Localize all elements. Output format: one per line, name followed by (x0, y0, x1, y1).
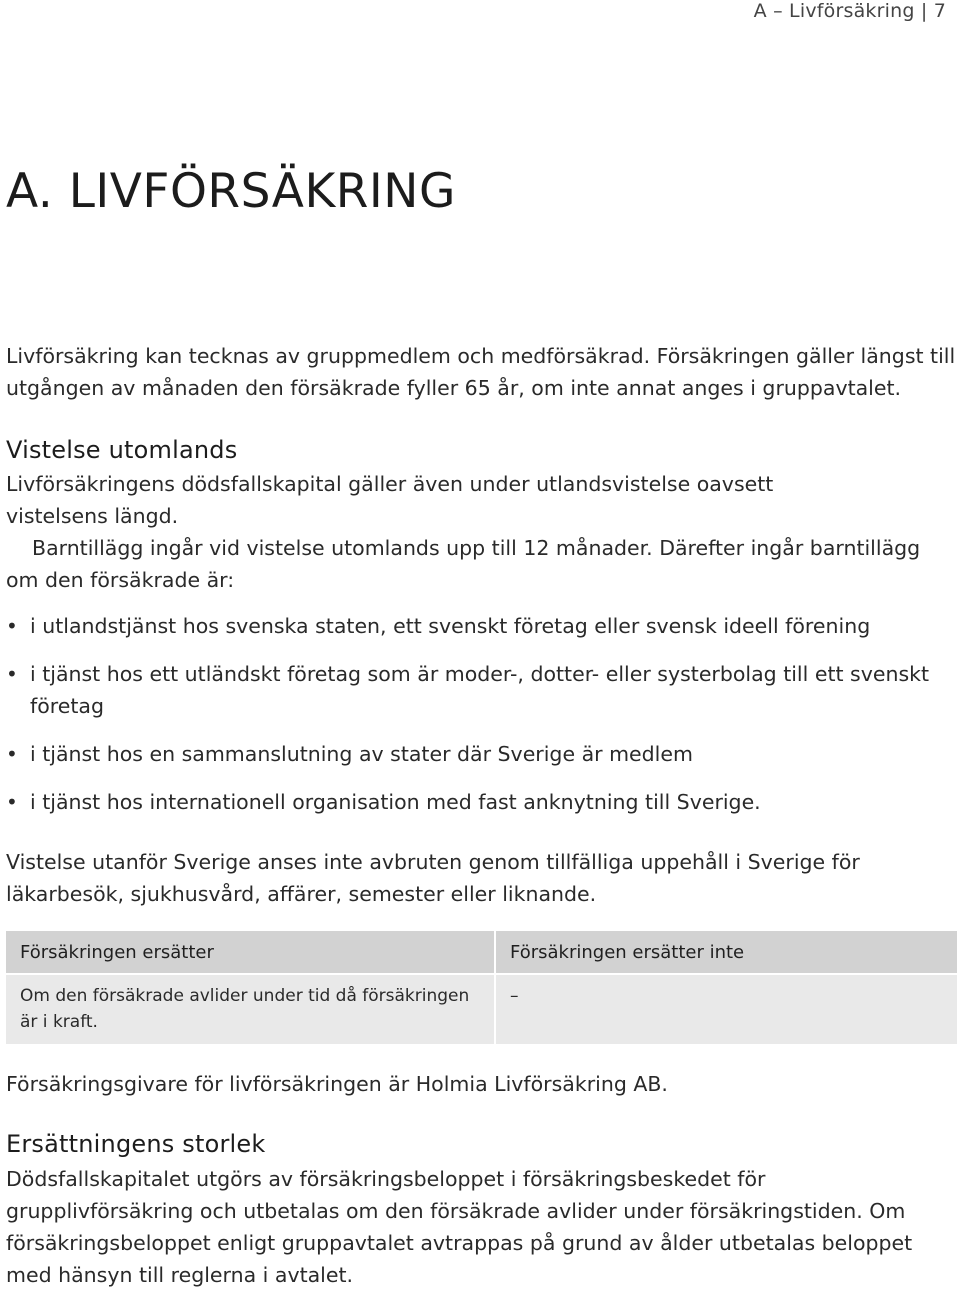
table-cell-covered: Om den försäkrade avlider under tid då försäkringen är i kraft. (6, 975, 494, 1044)
running-head: A – Livförsäkring | 7 (753, 0, 946, 22)
page-title: A. LIVFÖRSÄKRING (6, 164, 456, 219)
vistelse-paragraph-3: Vistelse utanför Sverige anses inte avbruten genom tillfälliga uppehåll i Sverige för läkarbesök, sjukhusvård, affärer, semester eller liknande. (6, 850, 860, 906)
bullet-icon: • (6, 662, 18, 686)
vistelse-paragraph-1: Livförsäkringens dödsfallskapital gäller även under utlandsvistelse oavsett vistelsens längd. (6, 472, 774, 528)
table-header-covered: Försäkringen ersätter (6, 931, 494, 973)
table-header-row (6, 931, 957, 973)
intro-paragraph: Livförsäkring kan tecknas av gruppmedlem och medförsäkrad. Försäkringen gäller längst till utgången av månaden den försäkrade fyller 65 år, om inte annat anges i gruppavtalet. (6, 344, 956, 400)
list-item (6, 610, 958, 642)
list-item-text: i tjänst hos en sammanslutning av stater där Sverige är medlem (30, 742, 693, 766)
insurer-paragraph: Försäkringsgivare för livförsäkringen är Holmia Livförsäkring AB. (6, 1072, 668, 1096)
section-heading-vistelse: Vistelse utomlands (6, 436, 238, 464)
list-item (6, 738, 958, 770)
table-header-not-covered: Försäkringen ersätter inte (496, 931, 957, 973)
list-item-text: i tjänst hos internationell organisation med fast anknytning till Sverige. (30, 790, 761, 814)
bullet-icon: • (6, 614, 18, 638)
bullet-icon: • (6, 790, 18, 814)
list-item (6, 658, 958, 722)
ersattning-paragraph: Dödsfallskapitalet utgörs av försäkringsbeloppet i försäkringsbeskedet för grupplivförsäkring och utbetalas om den försäkrade avlider under försäkringstiden. Om försäkringsbeloppet enligt gruppavtalet avtrappas på grund av ålder utbetalas beloppet med hänsyn till reglerna i avtalet. (6, 1167, 913, 1287)
table-cell-not-covered: – (496, 975, 957, 1044)
bullet-icon: • (6, 742, 18, 766)
section-heading-ersattning: Ersättningens storlek (6, 1130, 266, 1158)
coverage-table (4, 929, 959, 1046)
list-item (6, 786, 958, 818)
vistelse-paragraph-2: Barntillägg ingår vid vistelse utomlands upp till 12 månader. Därefter ingår barntillägg om den försäkrade är: (6, 536, 921, 592)
bullet-list (6, 610, 958, 834)
table-row (6, 975, 957, 1044)
list-item-text: i utlandstjänst hos svenska staten, ett svenskt företag eller svensk ideell förening (30, 614, 871, 638)
list-item-text: i tjänst hos ett utländskt företag som är moder-, dotter- eller systerbolag till ett svenskt företag (30, 662, 930, 718)
